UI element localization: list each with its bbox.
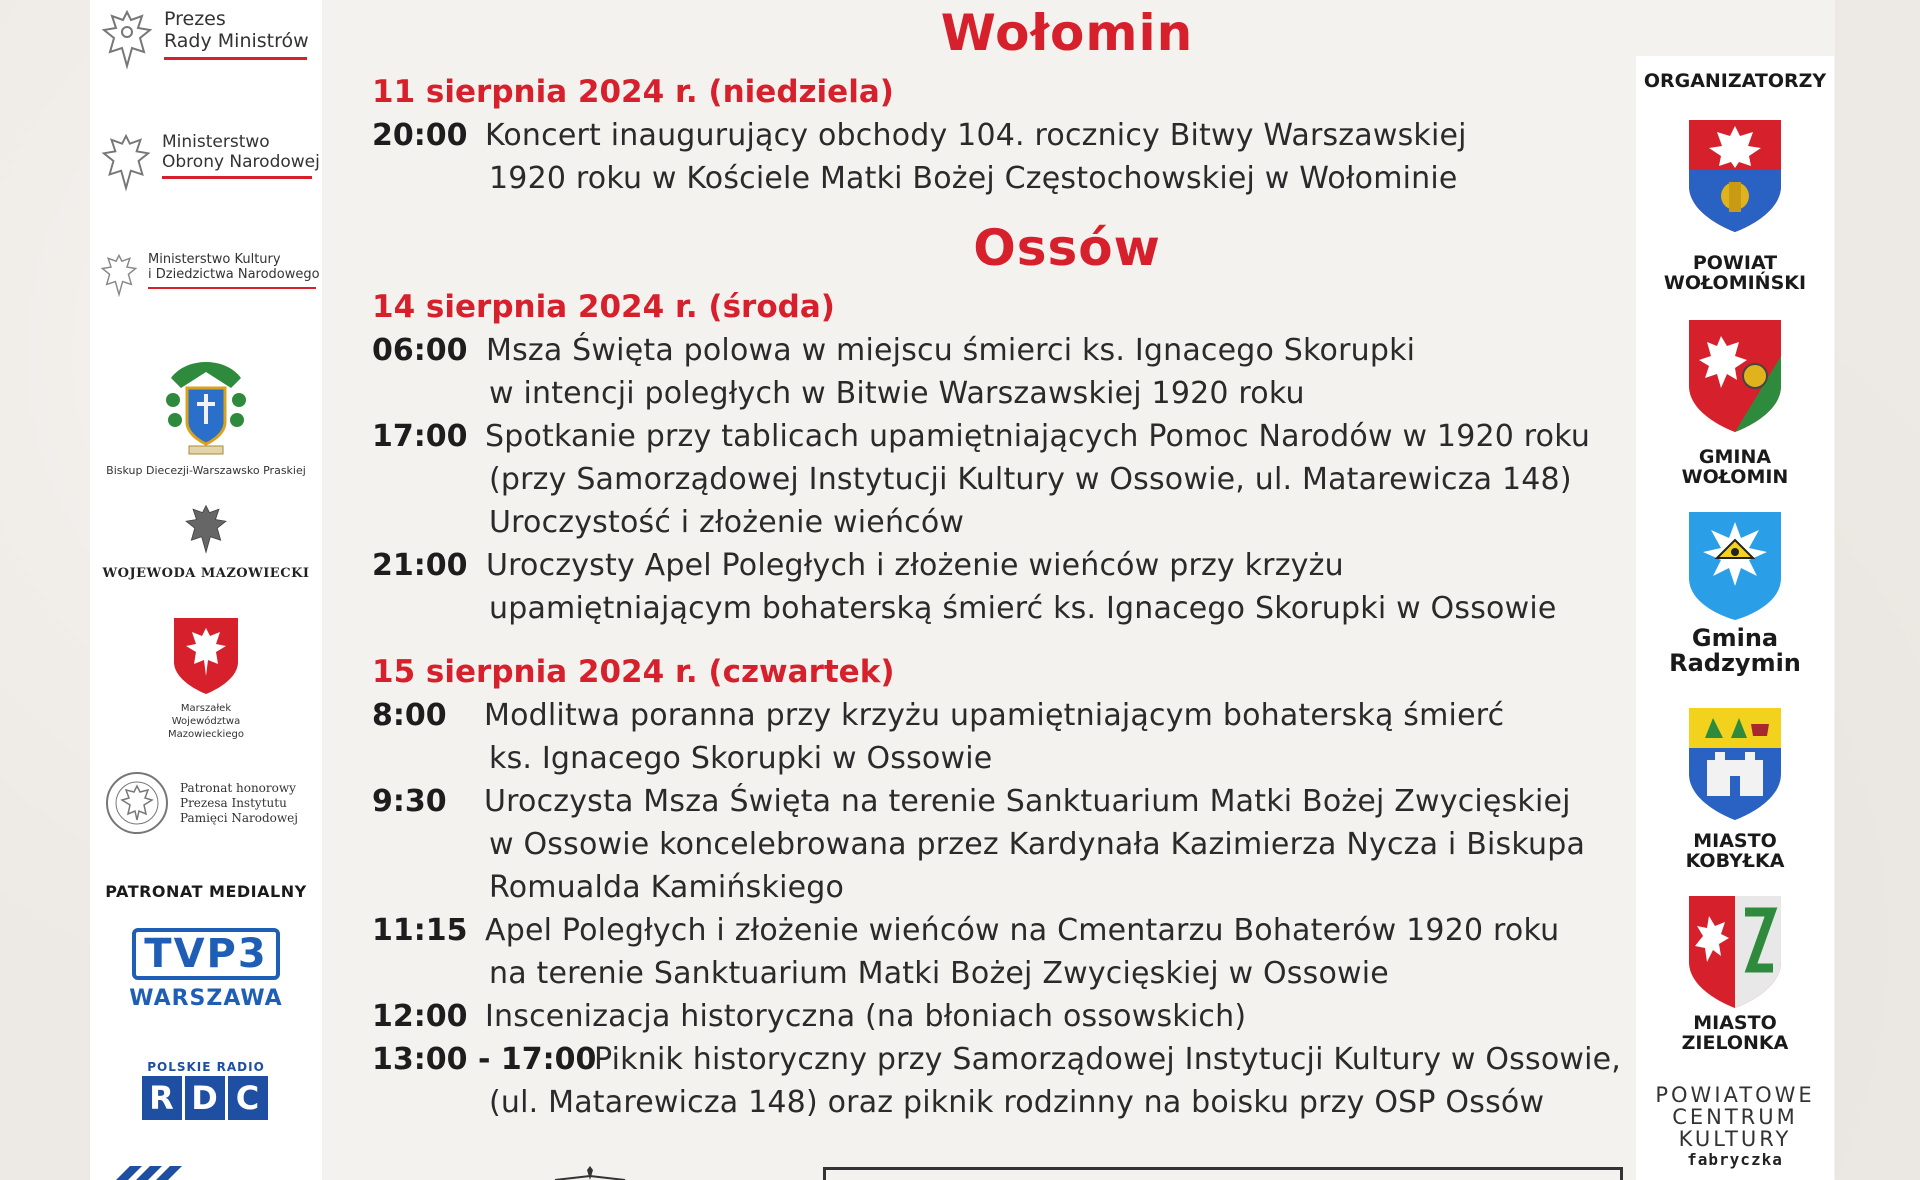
miasto-zielonka-crest-icon	[1685, 892, 1785, 1012]
polish-eagle-icon	[181, 502, 231, 556]
organizer-label-line: MIASTO	[1693, 1012, 1777, 1034]
organizer-label-line: WOŁOMIŃSKI	[1663, 271, 1807, 294]
partial-emblem-icon	[545, 1166, 635, 1180]
mon-line-1: Ministerstwo	[162, 132, 270, 152]
event-description-line: 1920 roku w Kościele Matki Bożej Częstochowskiej w Wołominie	[489, 161, 1458, 196]
partial-media-logo-icon	[116, 1164, 206, 1180]
event-description-line: Uroczysty Apel Poległych i złożenie wieńców przy krzyżu	[486, 548, 1344, 583]
marszalek-line-2: Województwa	[171, 716, 241, 727]
event-description-line: Inscenizacja historyczna (na błoniach ossowskich)	[485, 999, 1247, 1034]
date-heading-11-august: 11 sierpnia 2024 r. (niedziela)	[372, 74, 894, 110]
marszalek-line-1: Marszałek	[180, 703, 232, 714]
pck-line: KULTURY	[1678, 1127, 1792, 1152]
event-description-line: na terenie Sanktuarium Matki Bożej Zwycięskiej w Ossowie	[489, 956, 1389, 991]
red-underline	[164, 57, 307, 60]
organizer-label-line: GMINA	[1698, 446, 1772, 468]
pck-logo	[1636, 1084, 1834, 1169]
sponsor-column-left	[90, 0, 322, 1180]
event-time: 13:00 - 17:00	[372, 1042, 597, 1077]
eagle-emblem-icon	[98, 132, 154, 192]
event-description-line: Piknik historyczny przy Samorządowej Instytucji Kultury w Ossowie,	[594, 1042, 1622, 1077]
organizer-label-line: Radzymin	[1669, 649, 1801, 678]
pck-subline: fabryczka	[1687, 1150, 1783, 1170]
date-heading-15-august: 15 sierpnia 2024 r. (czwartek)	[372, 654, 895, 690]
organizer-label-line: WOŁOMIN	[1681, 465, 1789, 488]
mkidn-line-1: Ministerstwo Kultury	[148, 252, 281, 267]
organizer-label-line: POWIAT	[1692, 252, 1778, 274]
organizer-label-line: Gmina	[1691, 624, 1779, 652]
rdc-letter-c: C	[228, 1076, 268, 1120]
logo-mkidn	[90, 252, 322, 298]
premier-line-2: Rady Ministrów	[164, 30, 309, 53]
ipn-seal-icon	[104, 770, 170, 836]
date-heading-14-august: 14 sierpnia 2024 r. (środa)	[372, 289, 835, 325]
event-description-line: Msza Święta polowa w miejscu śmierci ks. Ignacego Skorupki	[486, 333, 1416, 368]
organizer-label-line: KOBYŁKA	[1685, 849, 1785, 872]
event-description-line: Romualda Kamińskiego	[489, 870, 845, 905]
ipn-line-1: Patronat honorowy	[180, 780, 296, 795]
bishop-coat-of-arms-icon	[161, 360, 251, 458]
eagle-emblem-icon	[98, 8, 156, 70]
mkidn-line-2: i Dziedzictwa Narodowego	[148, 267, 320, 283]
event-description-line: w intencji poległych w Bitwie Warszawskiej 1920 roku	[489, 376, 1305, 411]
miasto-kobylka-crest-icon	[1685, 704, 1785, 824]
ipn-line-3: Pamięci Narodowej	[180, 810, 298, 825]
organizer-label-line: MIASTO	[1693, 830, 1777, 852]
tvp3-logo: TVP3	[132, 928, 279, 980]
pck-line: POWIATOWE	[1655, 1083, 1815, 1107]
ipn-line-2: Prezesa Instytutu	[180, 795, 287, 810]
event-description-line: Koncert inaugurujący obchody 104. rocznicy Bitwy Warszawskiej	[485, 118, 1467, 153]
event-description-line: Apel Poległych i złożenie wieńców na Cmentarzu Bohaterów 1920 roku	[485, 913, 1560, 948]
marszalek-line-3: Mazowieckiego	[168, 729, 244, 740]
rdc-letter-r: R	[142, 1076, 182, 1120]
red-underline	[148, 287, 316, 289]
event-description-line: Spotkanie przy tablicach upamiętniających Pomoc Narodów w 1920 roku	[485, 419, 1591, 454]
logo-tvp3	[90, 928, 322, 1011]
red-underline	[162, 176, 312, 179]
event-description-line: (ul. Matarewicza 148) oraz piknik rodzinny na boisku przy OSP Ossów	[489, 1085, 1545, 1120]
logo-prime-minister	[90, 8, 322, 70]
wojewoda-label: WOJEWODA MAZOWIECKI	[102, 566, 310, 581]
event-description-line: upamiętniającym bohaterską śmierć ks. Ignacego Skorupki w Ossowie	[489, 591, 1557, 626]
gmina-wolomin-crest-icon	[1685, 316, 1785, 436]
powiat-wolominski-crest-icon	[1685, 116, 1785, 236]
tvp3-warszawa: WARSZAWA	[129, 986, 283, 1011]
organizers-column	[1636, 56, 1834, 1180]
logo-ipn	[90, 770, 322, 836]
organizer-label-line: ZIELONKA	[1681, 1031, 1789, 1054]
pck-line: CENTRUM	[1672, 1105, 1798, 1130]
logo-wojewoda	[90, 502, 322, 581]
mazovia-shield-icon	[170, 614, 242, 698]
event-description-line: (przy Samorządowej Instytucji Kultury w Ossowie, ul. Matarewicza 148)	[489, 462, 1572, 497]
rdc-letter-d: D	[185, 1076, 225, 1120]
patronat-medialny-heading-block	[90, 882, 322, 901]
bishop-caption: Biskup Diecezji-Warszawsko Praskiej	[106, 464, 306, 477]
event-time: 12:00	[372, 999, 468, 1034]
event-time: 06:00	[372, 333, 468, 368]
event-time: 21:00	[372, 548, 468, 583]
event-description-line: Modlitwa poranna przy krzyżu upamiętniającym bohaterską śmierć	[484, 698, 1505, 733]
event-description-line: w Ossowie koncelebrowana przez Kardynała Kazimierza Nycza i Biskupa	[489, 827, 1586, 862]
city-heading-ossow: Ossów	[973, 219, 1161, 277]
logo-marszalek	[90, 614, 322, 741]
program-schedule	[372, 0, 1632, 1180]
rdc-polskie-radio: POLSKIE RADIO	[147, 1060, 265, 1074]
mon-line-2: Obrony Narodowej	[162, 152, 320, 173]
event-time: 17:00	[372, 419, 468, 454]
event-description-line: ks. Ignacego Skorupki w Ossowie	[489, 741, 993, 776]
event-time: 9:30	[372, 784, 447, 819]
logo-bishop	[90, 360, 322, 477]
event-time: 11:15	[372, 913, 468, 948]
city-heading-wolomin: Wołomin	[940, 4, 1194, 62]
logo-rdc	[90, 1060, 322, 1120]
event-description-line: Uroczysta Msza Święta na terenie Sanktuarium Matki Bożej Zwycięskiej	[484, 784, 1571, 819]
patronat-medialny-heading: PATRONAT MEDIALNY	[105, 882, 307, 901]
eagle-emblem-icon	[98, 252, 140, 298]
event-time: 8:00	[372, 698, 447, 733]
bottom-frame-box	[823, 1167, 1623, 1180]
gmina-radzymin-crest-icon	[1685, 508, 1785, 624]
event-description-line: Uroczystość i złożenie wieńców	[489, 505, 965, 540]
logo-mon	[90, 132, 322, 192]
event-time: 20:00	[372, 118, 468, 153]
premier-line-1: Prezes	[164, 8, 226, 30]
organizers-heading: ORGANIZATORZY	[1643, 70, 1827, 92]
